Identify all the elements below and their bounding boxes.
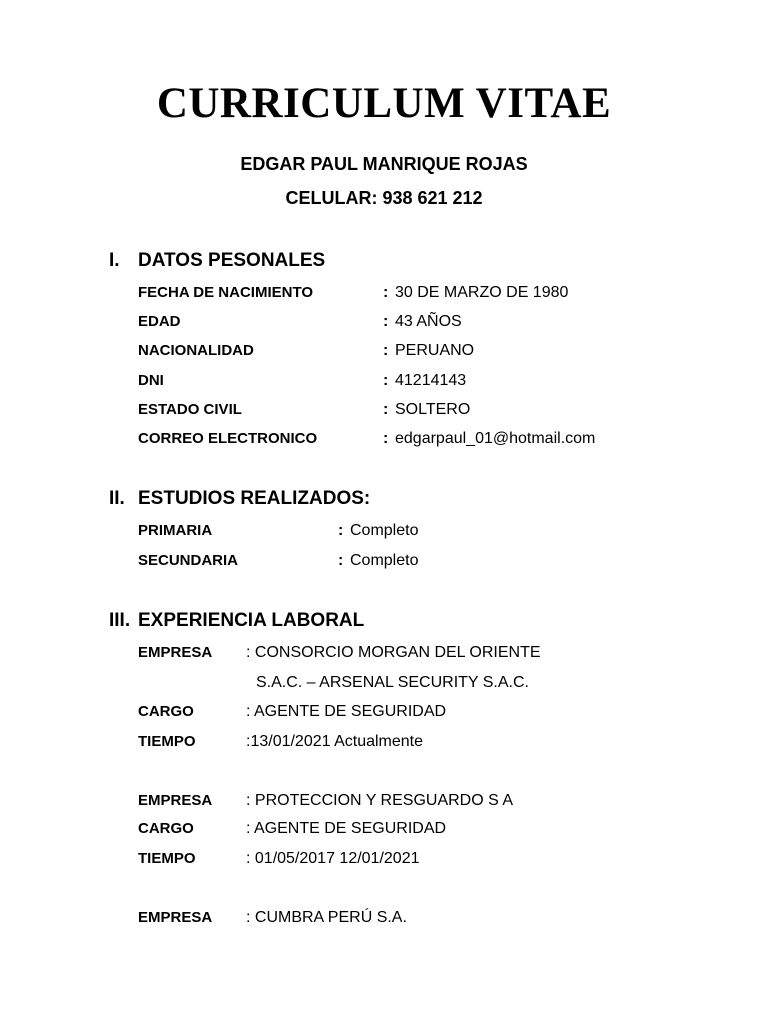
field-label: SECUNDARIA bbox=[138, 552, 239, 569]
field-label: FECHA DE NACIMIENTO bbox=[138, 284, 314, 301]
field-label: EMPRESA bbox=[138, 792, 213, 809]
document-title: CURRICULUM VITAE bbox=[156, 80, 612, 127]
section-title: ESTUDIOS REALIZADOS: bbox=[138, 488, 371, 509]
field-value: S.A.C. – ARSENAL SECURITY S.A.C. bbox=[256, 674, 529, 691]
field-value: : CUMBRA PERÚ S.A. bbox=[246, 909, 407, 926]
field-label: NACIONALIDAD bbox=[138, 342, 254, 359]
field-label: CORREO ELECTRONICO bbox=[138, 430, 318, 447]
section-experience-heading bbox=[109, 609, 364, 633]
field-separator: : bbox=[383, 284, 389, 301]
email-value: edgarpaul_01@hotmail.com bbox=[395, 430, 596, 447]
field-value: 30 DE MARZO DE 1980 bbox=[395, 284, 569, 301]
field-value: PERUANO bbox=[395, 342, 475, 359]
field-separator: : bbox=[338, 522, 344, 539]
field-value: 41214143 bbox=[395, 372, 467, 389]
field-label: CARGO bbox=[138, 703, 194, 720]
field-value: : AGENTE DE SEGURIDAD bbox=[246, 703, 447, 720]
field-value: : CONSORCIO MORGAN DEL ORIENTE bbox=[246, 644, 541, 661]
field-label: TIEMPO bbox=[138, 733, 196, 750]
section-number: III. bbox=[109, 610, 131, 631]
field-separator: : bbox=[383, 401, 389, 418]
section-personal-heading bbox=[109, 249, 325, 273]
field-value: : 01/05/2017 12/01/2021 bbox=[246, 850, 420, 867]
section-studies-heading bbox=[109, 487, 370, 511]
field-value: SOLTERO bbox=[395, 401, 471, 418]
field-label: EMPRESA bbox=[138, 909, 213, 926]
field-label: DNI bbox=[138, 372, 164, 389]
field-separator: : bbox=[383, 342, 389, 359]
section-title: EXPERIENCIA LABORAL bbox=[138, 610, 365, 631]
field-label: EMPRESA bbox=[138, 644, 213, 661]
field-label: CARGO bbox=[138, 820, 194, 837]
field-value: Completo bbox=[350, 552, 419, 569]
candidate-phone: CELULAR: 938 621 212 bbox=[285, 188, 483, 208]
candidate-name: EDGAR PAUL MANRIQUE ROJAS bbox=[240, 154, 528, 174]
field-separator: : bbox=[383, 430, 389, 447]
field-label: ESTADO CIVIL bbox=[138, 401, 242, 418]
field-value: : PROTECCION Y RESGUARDO S A bbox=[246, 792, 514, 809]
field-label: EDAD bbox=[138, 313, 181, 330]
section-number: II. bbox=[109, 488, 125, 509]
field-separator: : bbox=[383, 372, 389, 389]
field-separator: : bbox=[383, 313, 389, 330]
field-value: : AGENTE DE SEGURIDAD bbox=[246, 820, 447, 837]
field-value: Completo bbox=[350, 522, 419, 539]
field-value: :13/01/2021 Actualmente bbox=[246, 733, 424, 750]
section-title: DATOS PESONALES bbox=[138, 250, 326, 271]
section-number: I. bbox=[109, 250, 120, 271]
field-label: PRIMARIA bbox=[138, 522, 213, 539]
field-label: TIEMPO bbox=[138, 850, 196, 867]
field-value: 43 AÑOS bbox=[395, 313, 462, 330]
field-separator: : bbox=[338, 552, 344, 569]
